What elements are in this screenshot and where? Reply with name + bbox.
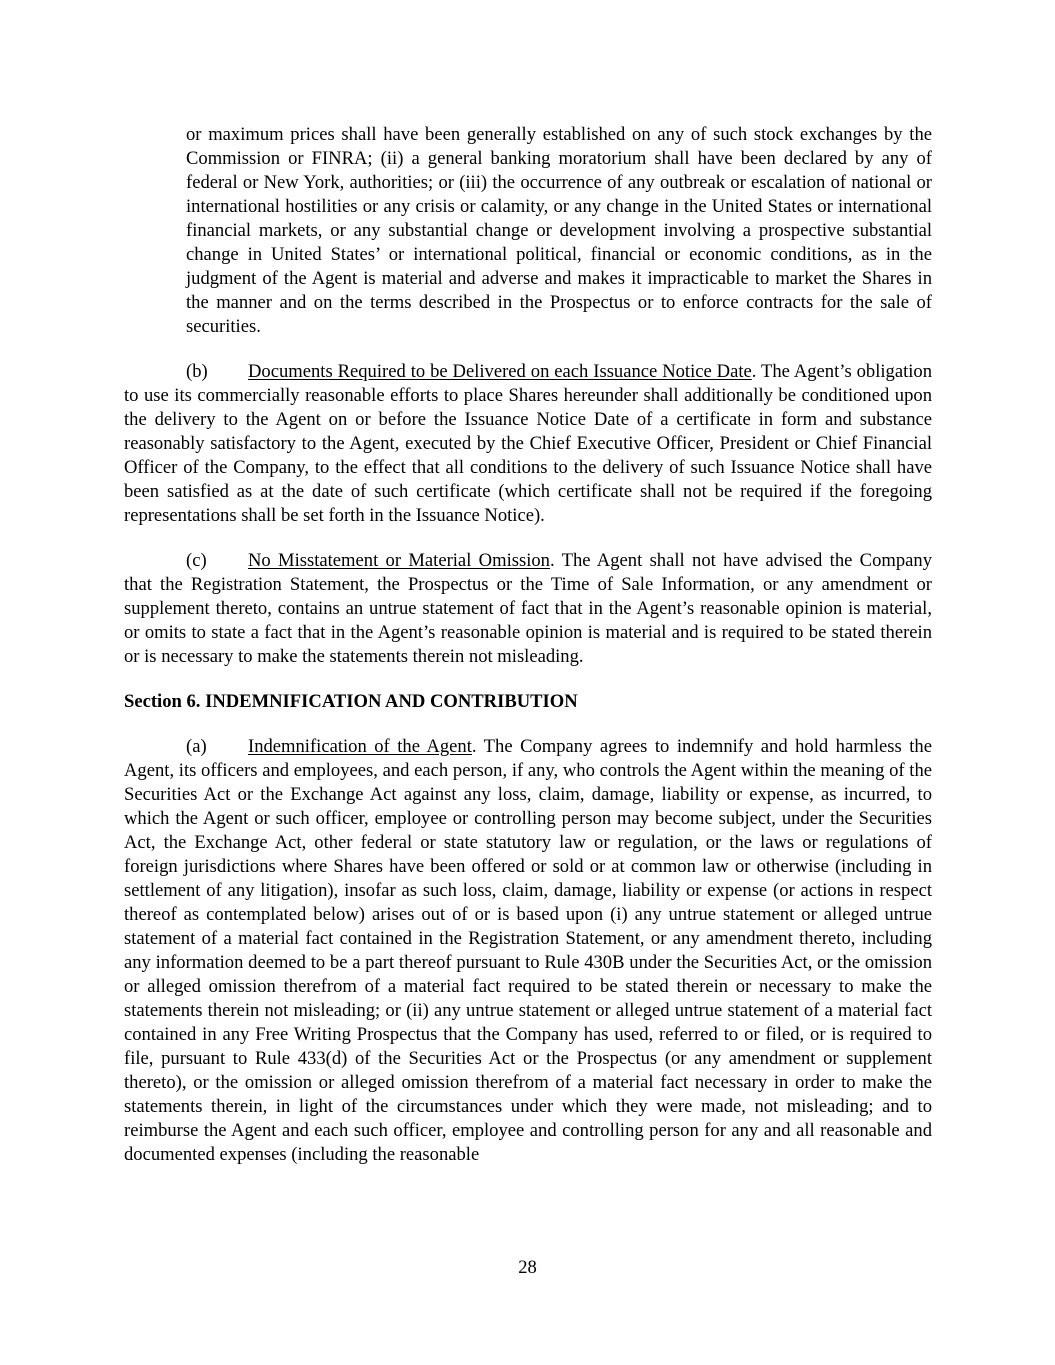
paragraph-c-body: . The Agent shall not have advised the Company that the Registration Statement, the Prospectus or the Time of Sale Information, or any amendment or supplement thereto, contains an untrue statement of fact that in the Agent’s reasonable opinion is material, or omits to state a fact that in the Agent’s reasonable opinion is material and is required to be stated therein or is necessary to make the statements therein not misleading. [124, 550, 932, 667]
paragraph-b [124, 360, 932, 528]
paragraph-a-body: . The Company agrees to indemnify and hold harmless the Agent, its officers and employees, and each person, if any, who controls the Agent within the meaning of the Securities Act or the Exchange Act against any loss, claim, damage, liability or expense, as incurred, to which the Agent or such officer, employee or controlling person may become subject, under the Securities Act, the Exchange Act, other federal or state statutory law or regulation, or the laws or regulations of foreign jurisdictions where Shares have been offered or sold or at common law or otherwise (including in settlement of any litigation), insofar as such loss, claim, damage, liability or expense (or actions in respect thereof as contemplated below) arises out of or is based upon (i) any untrue statement or alleged untrue statement of a material fact contained in the Registration Statement, or any amendment thereto, including any information deemed to be a part thereof pursuant to Rule 430B under the Securities Act, or the omission or alleged omission therefrom of a material fact required to be stated therein or necessary to make the statements therein not misleading; or (ii) any untrue statement or alleged untrue statement of a material fact contained in any Free Writing Prospectus that the Company has used, referred to or filed, or is required to file, pursuant to Rule 433(d) of the Securities Act or the Prospectus (or any amendment or supplement thereto), or the omission or alleged omission therefrom of a material fact necessary in order to make the statements therein, in light of the circumstances under which they were made, not misleading; and to reimburse the Agent and each such officer, employee and controlling person for any and all reasonable and documented expenses (including the reasonable [124, 736, 932, 1165]
paragraph-a [124, 735, 932, 1167]
page-number: 28 [518, 1257, 537, 1278]
paragraph-a-label: (a) [186, 736, 207, 757]
section-heading: Section 6. INDEMNIFICATION AND CONTRIBUTION [124, 691, 578, 712]
paragraph-b-title: Documents Required to be Delivered on each Issuance Notice Date [248, 361, 752, 382]
paragraph-c-title: No Misstatement or Material Omission [248, 550, 550, 571]
paragraph-c [124, 549, 932, 669]
paragraph-b-body: . The Agent’s obligation to use its commercially reasonable efforts to place Shares hereunder shall additionally be conditioned upon the delivery to the Agent on or before the Issuance Notice Date of a certificate in form and substance reasonably satisfactory to the Agent, executed by the Chief Executive Officer, President or Chief Financial Officer of the Company, to the effect that all conditions to the delivery of such Issuance Notice shall have been satisfied as at the date of such certificate (which certificate shall not be required if the foregoing representations shall be set forth in the Issuance Notice). [124, 361, 932, 526]
paragraph-b-label: (b) [186, 361, 208, 382]
document-page [124, 123, 932, 1167]
continuation-paragraph: or maximum prices shall have been generally established on any of such stock exchanges by the Commission or FINRA; (ii) a general banking moratorium shall have been declared by any of federal or New York, authorities; or (iii) the occurrence of any outbreak or escalation of national or international hostilities or any crisis or calamity, or any change in the United States or international financial markets, or any substantial change or development involving a prospective substantial change in United States’ or international political, financial or economic conditions, as in the judgment of the Agent is material and adverse and makes it impracticable to market the Shares in the manner and on the terms described in the Prospectus or to enforce contracts for the sale of securities. [186, 124, 932, 337]
paragraph-a-title: Indemnification of the Agent [248, 736, 472, 757]
paragraph-c-label: (c) [186, 550, 207, 571]
